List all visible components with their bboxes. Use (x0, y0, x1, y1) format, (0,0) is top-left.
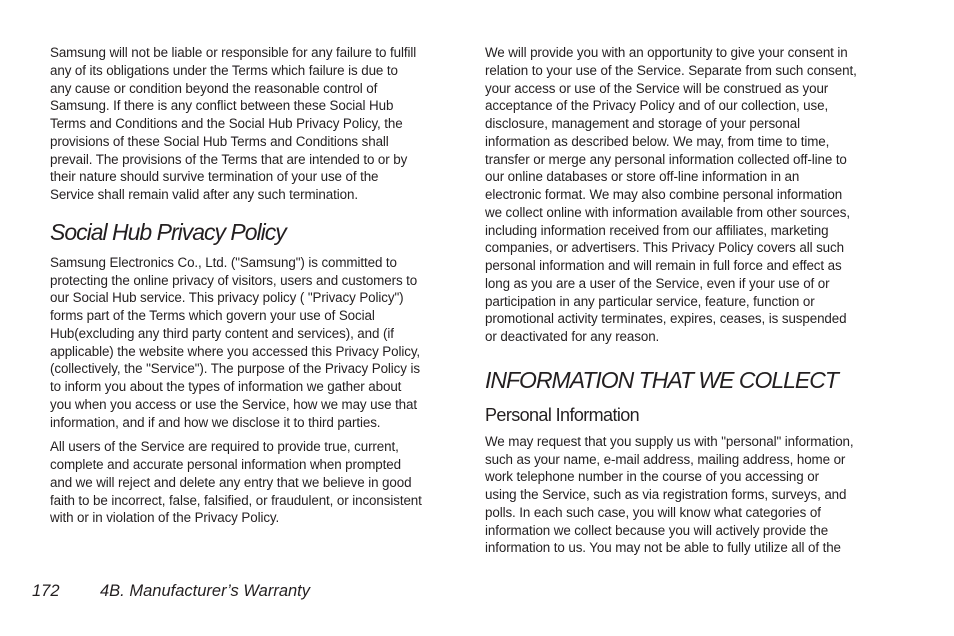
privacy-commitment-paragraph: Samsung Electronics Co., Ltd. ("Samsung") is committed to protecting the online privacy of visitors, users and customers to our Social Hub service. This privacy policy ( "Privacy Policy") forms part of the Terms which govern your use of Social Hub(excluding any third party content and services), and (if applicable) the website where you accessed this Privacy Policy, (collectively, the "Service"). The purpose of the Privacy Policy is to inform you about the types of information we gather about you when you access or use the Service, how we may use that information, and if and how we disclose it to third parties. (50, 254, 421, 430)
consent-paragraph: We will provide you with an opportunity to give your consent in relation to your use of the Service. Separate from such consent, your access or use of the Service will be construed as your acceptance of the Privacy Policy and of our collection, use, disclosure, management and storage of your personal information as described below. We may, from time to time, transfer or merge any personal information collected off-line to our online databases or store off-line information in an electronic format. We may also combine personal information we collect online with information available from other sources, including information received from our affiliates, marketing companies, or advertisers. This Privacy Policy covers all such personal information and will remain in full force and effect as long as you are a user of the Service, even if your use of or participation in any particular service, feature, function or promotional activity terminates, expires, ceases, is suspended or deactivated for any reason. (485, 45, 857, 344)
page-number: 172 (32, 582, 60, 600)
footer-section-title: 4B. Manufacturer’s Warranty (100, 582, 311, 600)
left-column (50, 44, 462, 527)
personal-information-subheading: Personal Information (485, 404, 640, 425)
personal-information-paragraph: We may request that you supply us with "personal" information, such as your name, e-mail address, mailing address, home or work telephone number in the course of you accessing or using the Service, such as via registration forms, surveys, and polls. In each such case, you will know what categories of information we collect because you will actively provide the information to us. You may not be able to fully utilize all of the (485, 433, 854, 556)
right-column (485, 44, 897, 557)
page-footer (32, 581, 310, 601)
information-collect-heading: INFORMATION THAT WE COLLECT (485, 366, 838, 393)
user-accuracy-paragraph: All users of the Service are required to provide true, current, complete and accurate personal information when prompted and we will reject and delete any entry that we believe in good faith to be incorrect, false, falsified, or fraudulent, or inconsistent with or in violation of the Privacy Policy. (50, 439, 422, 526)
liability-paragraph: Samsung will not be liable or responsible for any failure to fulfill any of its obligations under the Terms which failure is due to any cause or condition beyond the reasonable control of Samsung. If there is any conflict between these Social Hub Terms and Conditions and the Social Hub Privacy Policy, the provisions of these Social Hub Terms and Conditions shall prevail. The provisions of the Terms that are intended to or by their nature should survive termination of your use of the Service shall remain valid after any such termination. (50, 45, 417, 202)
privacy-policy-heading: Social Hub Privacy Policy (50, 218, 286, 245)
